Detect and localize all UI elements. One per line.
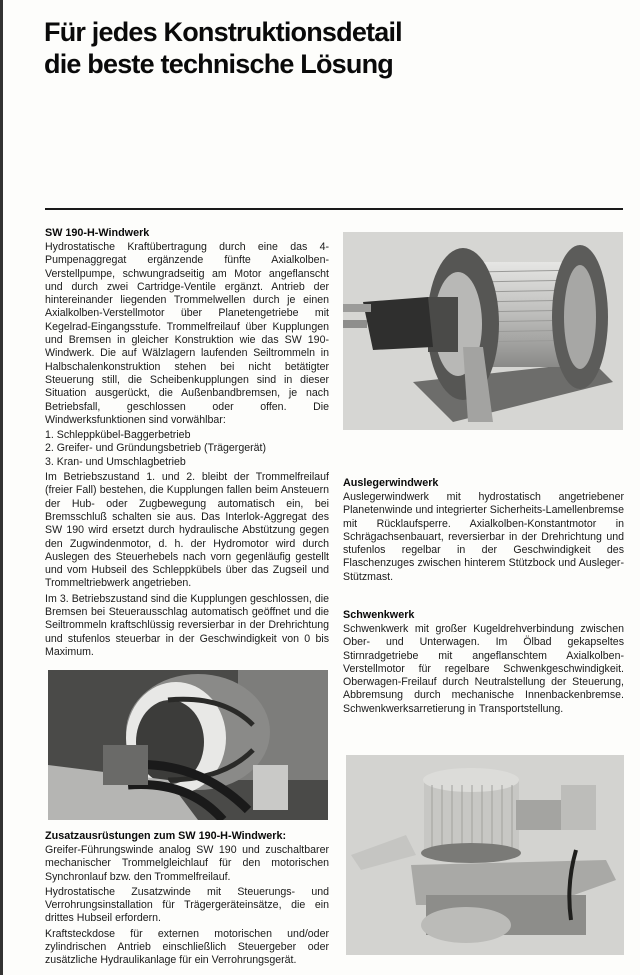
section-paragraph: Im 3. Betriebszustand sind die Kupplungen geschlossen, die Bremsen bei Steuerausschlag automatisch geöffnet und die Seiltrommeln kraftschlüssig reversierbar in der Drehrichtung und stufenlos steuerbar in der Geschwindigkeit von 0 bis Maximum. [45, 592, 329, 658]
title-line-2: die beste technische Lösung [44, 49, 393, 79]
section-heading: Zusatzausrüstungen zum SW 190-H-Windwerk: [45, 830, 287, 842]
section-paragraph: Schwenkwerk mit großer Kugeldrehverbindung zwischen Ober- und Unterwagen. Im Ölbad gekapseltes Stirnradgetriebe mit angeflanschtem Axialkolben-Verstellmotor für regelbare Schwenkgeschwindigkeit. Oberwagen-Freilauf durch Neutralstellung der Steuerung, Abbremsung durch mechanische Innenbackenbremse. Schwenkwerksarretierung in Transportstellung. [343, 623, 624, 715]
section-heading: Auslegerwindwerk [343, 477, 439, 489]
section-heading: SW 190-H-Windwerk [45, 227, 150, 239]
slewing-photo [346, 755, 624, 955]
section-paragraph: Hydrostatische Zusatzwinde mit Steuerungs- und Verrohrungsinstallation für Trägergeräteinsätze, die ein drittes Hubseil erfordern. [45, 885, 329, 925]
list-item: 2. Greifer- und Gründungsbetrieb (Trägergerät) [45, 442, 267, 455]
section-paragraph: Hydrostatische Kraftübertragung durch eine das 4-Pumpenaggregat ergänzende fünfte Axialkolben-Verstellpumpe, schwungradseitig am Motor angeflanscht und durch zwei Cartridge-Ventile ergänzt. Antrieb der hintereinander liegenden Trommelwellen durch je einen Axialkolben-Verstellmotor über Planetengetriebe mit Kegelrad-Eingangsstufe. Trommelfreilauf über Kupplungen und Bremsen in gleicher Konstruktion wie das SW 190-Windwerk. Die auf Wälzlagern laufenden Seiltrommeln in Halbschalenkonstruktion stehen bei nicht betätigter Steuerung still, die Scheibenkupplungen sind in dieser Situation ausgerückt, die Außenbandbremsen, je nach Betriebsfall, geschlossen oder offen. Die Windwerksfunktionen sind vorwählbar: [45, 241, 329, 426]
horizontal-divider [45, 208, 623, 210]
list-item: 3. Kran- und Umschlagbetrieb [45, 455, 186, 468]
section-schwenk [343, 608, 624, 718]
winch-photo [343, 232, 623, 430]
section-zusatz [45, 829, 329, 970]
drum-illustration [48, 670, 328, 820]
title-line-1: Für jedes Konstruktionsdetail [44, 17, 402, 47]
section-paragraph: Greifer-Führungswinde analog SW 190 und zuschaltbarer mechanischer Trommelgleichlauf für den motorischen Synchronlauf bzw. den Trommelfreilauf. [45, 844, 329, 883]
winch-illustration [343, 232, 623, 430]
section-heading: Schwenkwerk [343, 609, 415, 621]
section-paragraph: Kraftsteckdose für externen motorischen und/oder zylindrischen Antrieb einschließlich Steuergeber oder zusätzliche Hydraulikanlage für ein Verrohrungsgerät. [45, 927, 329, 967]
drum-photo [48, 670, 328, 820]
section-sw190 [45, 226, 329, 661]
page-edge [0, 0, 3, 975]
slewing-illustration [346, 755, 624, 955]
function-list [45, 429, 329, 469]
section-paragraph: Im Betriebszustand 1. und 2. bleibt der Trommelfreilauf (freier Fall) bestehen, die Kupplungen fallen beim Ansteuern der Hub- oder Zugbewegung automatisch ein, bei Bremsschluß schalten sie aus. Das Interlok-Aggregat des SW 190 wird ersetzt durch hydraulische Abstützung gegen den Zugwindenmotor, d. h. der Hydromotor wird durch Auslegen des Steuerhebels nach vorn gegenläufig gestellt und vom Hubseil des Schleppkübels über das Zugseil und Trommeltriebwerk angetrieben. [45, 471, 329, 590]
section-ausleger [343, 476, 624, 586]
list-item: 1. Schleppkübel-Baggerbetrieb [45, 429, 191, 442]
section-paragraph: Auslegerwindwerk mit hydrostatisch angetriebener Planetenwinde und integrierter Sicherheits-Lamellenbremse mit Rücklaufsperre. Axialkolben-Konstantmotor in Schrägachsenbauart, reversierbar in der Drehrichtung und stufenlos regelbar in der Geschwindigkeit des Flaschenzuges zwischen hinterem Stützbock und Ausleger-Stützmast. [343, 491, 624, 583]
page-title [44, 16, 402, 80]
